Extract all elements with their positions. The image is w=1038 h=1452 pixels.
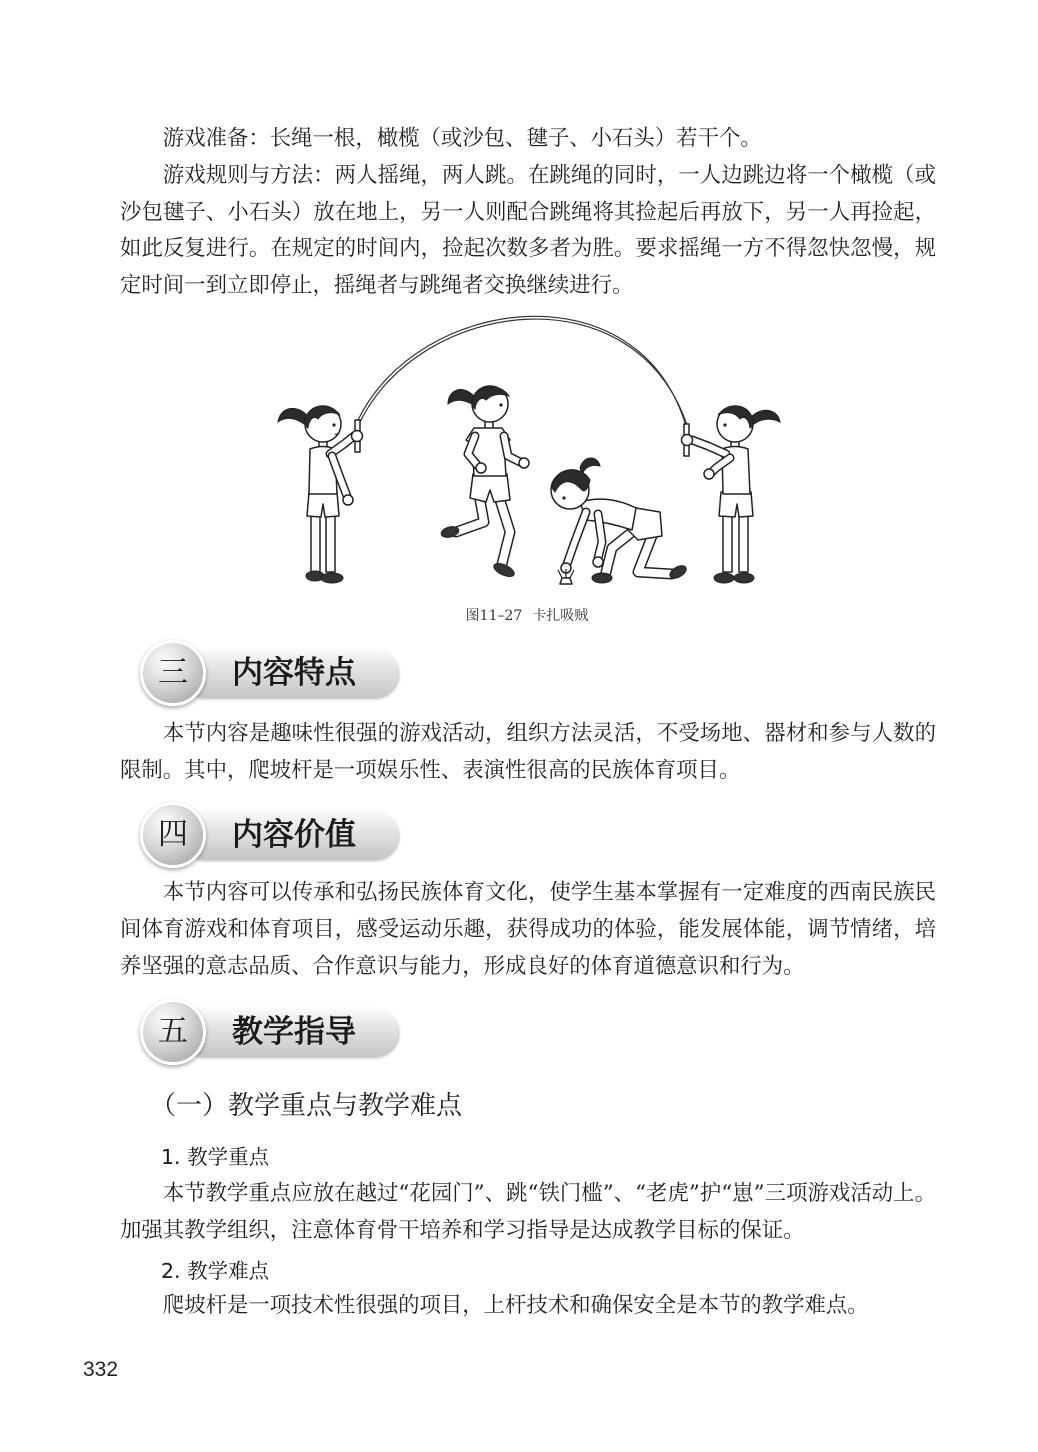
olive-object-on-ground	[558, 569, 574, 584]
eye	[499, 403, 502, 406]
long-rope	[358, 316, 688, 428]
section-heading-5	[140, 999, 402, 1065]
item-heading-teaching-focus: 1. 教学重点	[161, 1145, 270, 1169]
item-heading-teaching-difficulty: 2. 教学难点	[161, 1259, 270, 1283]
figure-illustration-rope-game	[268, 308, 788, 600]
right-leg	[739, 514, 748, 572]
eye	[562, 496, 565, 499]
rope-strand	[360, 319, 688, 428]
pigtail	[448, 390, 474, 404]
subsection-title: （一）教学重点与教学难点	[150, 1091, 463, 1121]
teaching-difficulty-body	[120, 1288, 936, 1325]
game-description	[120, 121, 936, 305]
shoe	[734, 573, 754, 583]
shoe	[592, 573, 612, 583]
section-title: 内容价值	[232, 817, 356, 853]
hand	[343, 495, 353, 505]
section-4-body	[120, 875, 936, 985]
paragraph-teaching-difficulty: 爬坡杆是一项技术性很强的项目，上杆技术和确保安全是本节的教学难点。	[162, 1293, 869, 1318]
figure-caption	[380, 606, 674, 626]
shoe	[321, 573, 343, 583]
hand	[519, 458, 529, 468]
front-arm-fill	[504, 436, 520, 462]
paragraph-content-features: 本节内容是趣味性很强的游戏活动，组织方法灵活，不受场地、器材和参与人数的限制。其中，爬坡杆是一项娱乐性、表演性很高的民族体育项目。	[120, 721, 936, 783]
page-number: 332	[83, 1358, 119, 1381]
section-title: 教学指导	[232, 1014, 356, 1050]
paragraph-game-rules: 游戏规则与方法：两人摇绳，两人跳。在跳绳的同时，一人边跳边将一个橄榄（或沙包毽子、小石头）放在地上，另一人则配合跳绳将其捡起后再放下，另一人再捡起，如此反复进行。在规定的时间内，捡起次数多者为胜。要求摇绳一方不得忽快忽慢，规定时间一到立即停止，摇绳者与跳绳者交换继续进行。	[120, 162, 936, 299]
hand	[682, 435, 693, 446]
object-base	[560, 578, 572, 584]
shorts	[470, 474, 510, 502]
eye	[332, 423, 335, 426]
hand	[476, 463, 486, 473]
section-number-badge: 五	[140, 999, 206, 1065]
reaching-arm-fill	[567, 512, 586, 564]
section-number-badge: 三	[140, 640, 206, 706]
figure-title: 卡扎吸贼	[532, 608, 589, 624]
hand	[593, 557, 603, 567]
figure-number: 图11–27	[465, 608, 523, 624]
back-leg-fill	[456, 500, 484, 532]
paragraph-game-preparation: 游戏准备：长绳一根，橄榄（或沙包、毽子、小石头）若干个。	[162, 126, 762, 151]
teaching-focus-body	[120, 1176, 936, 1250]
shoe	[714, 573, 734, 583]
bent-leg-fill	[606, 532, 632, 572]
section-3-body	[120, 716, 936, 790]
section-heading-4	[140, 802, 402, 868]
rope-strand	[358, 316, 686, 426]
girl-jumping	[440, 386, 529, 579]
section-title: 内容特点	[232, 655, 356, 691]
child-crouching-picking-up	[551, 458, 688, 584]
object-feathers	[558, 569, 574, 578]
eye	[723, 423, 726, 426]
left-leg	[723, 514, 732, 572]
paragraph-content-value: 本节内容可以传承和弘扬民族体育文化，使学生基本掌握有一定难度的西南民族民间体育游戏和体育项目，感受运动乐趣，获得成功的体验，能发展体能，调节情绪，培养坚强的意志品质、合作意识与能力，形成良好的体育道德意识和行为。	[120, 880, 936, 979]
hand	[352, 431, 363, 442]
shorts	[719, 492, 753, 517]
section-heading-3	[140, 640, 402, 706]
girl-rope-turner-right	[682, 406, 781, 583]
right-leg	[326, 514, 335, 572]
pigtail	[580, 458, 600, 474]
pigtail	[278, 408, 306, 424]
left-leg	[311, 514, 320, 572]
hand	[704, 469, 714, 479]
paragraph-teaching-focus: 本节教学重点应放在越过“花园门”、跳“铁门槛”、“老虎”护“崽”三项游戏活动上。加强其教学组织，注意体育骨干培养和学习指导是达成教学目标的保证。	[120, 1181, 936, 1243]
section-number-badge: 四	[140, 802, 206, 868]
pigtail	[752, 410, 780, 424]
resting-arm-fill	[598, 514, 602, 558]
shorts	[307, 492, 339, 517]
girl-rope-turner-left	[278, 406, 363, 583]
